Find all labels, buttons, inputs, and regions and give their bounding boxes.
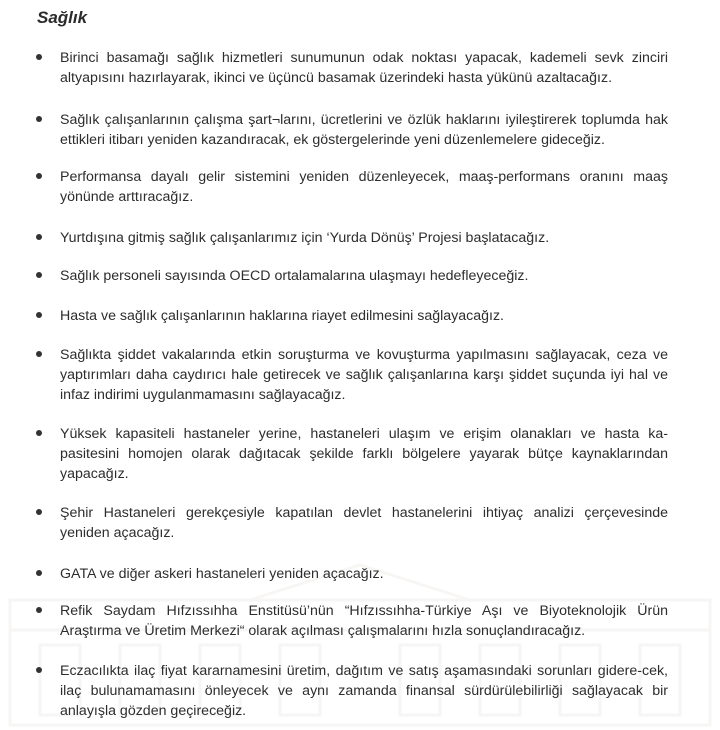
list-item-text: Sağlıkta şiddet vakalarında etkin soruşturma ve kovuşturma yapılmasını sağlayacak, ceza ve yaptırımları daha caydırıcı hale getirecek ve sağlık çalışanlarına karşı şiddet suçunda iyi hal ve infaz indirimi uygulanmamasını sağlayacağız. [60,347,668,403]
bullet-icon [36,570,42,576]
section-heading: Sağlık [37,8,88,27]
list-item-text: Sağlık personeli sayısında OECD ortalamalarına ulaşmayı hedefleyeceğiz. [60,268,529,284]
bullet-icon [36,173,42,179]
list-item-text: Birinci basamağı sağlık hizmetleri sunumunun odak noktası yapacak, kademeli sevk zinciri altyapısını hazırlayarak, ikinci ve üçüncü basamak üzerindeki hasta yükünü azaltacağız. [60,50,668,86]
bullet-icon [36,509,42,515]
bullet-icon [36,607,42,613]
list-item-text: GATA ve diğer askeri hastaneleri yeniden açacağız. [60,566,384,582]
list-item-text: Şehir Hastaneleri gerekçesiyle kapatılan devlet hastanelerini ihtiyaç analizi çerçevesinde yeniden açacağız. [60,505,668,541]
bullet-icon [36,272,42,278]
bullet-icon [36,430,42,436]
bullet-icon [36,667,42,673]
list-item-text: Eczacılıkta ilaç fiyat kararnamesini üretim, dağıtım ve satış aşamasındaki sorunları gidere-cek, ilaç bulunamamasını önleyecek ve aynı zamanda finansal sürdürülebilirliği sağlayacak bir anlayışla gözden geçireceğiz. [60,663,668,719]
bullet-icon [36,312,42,318]
bullet-icon [36,234,42,240]
list-item-text: Refik Saydam Hıfzıssıhha Enstitüsü’nün “Hıfzıssıhha-Türkiye Aşı ve Biyoteknolojik Ürün Araştırma ve Üretim Merkezi“ olarak açılması çalışmalarını hızla sonuçlandıracağız. [60,603,668,639]
list-item-text: Yüksek kapasiteli hastaneler yerine, hastaneleri ulaşım ve erişim olanakları ve hasta ka-pasitesini homojen olarak dağıtacak şekilde farklı bölgelere yayarak bütçe kaynaklarından yapacağız. [60,426,668,482]
list-item-text: Performansa dayalı gelir sistemini yeniden düzenleyecek, maaş-performans oranını maaş yönünde arttıracağız. [60,169,668,205]
list-item-text: Yurtdışına gitmiş sağlık çalışanlarımız için ‘Yurda Dönüş’ Projesi başlatacağız. [60,230,550,246]
bullet-icon [36,116,42,122]
list-item-text: Hasta ve sağlık çalışanlarının haklarına riayet edilmesini sağlayacağız. [60,308,504,324]
list-item-text: Sağlık çalışanlarının çalışma şart¬larını, ücretlerini ve özlük haklarını iyileştirerek toplumda hak ettikleri itibarı yeniden kazandıracak, ek göstergelerinde yeni düzenlemelere gideceğiz. [60,112,668,148]
bullet-icon [36,351,42,357]
bullet-icon [36,54,42,60]
